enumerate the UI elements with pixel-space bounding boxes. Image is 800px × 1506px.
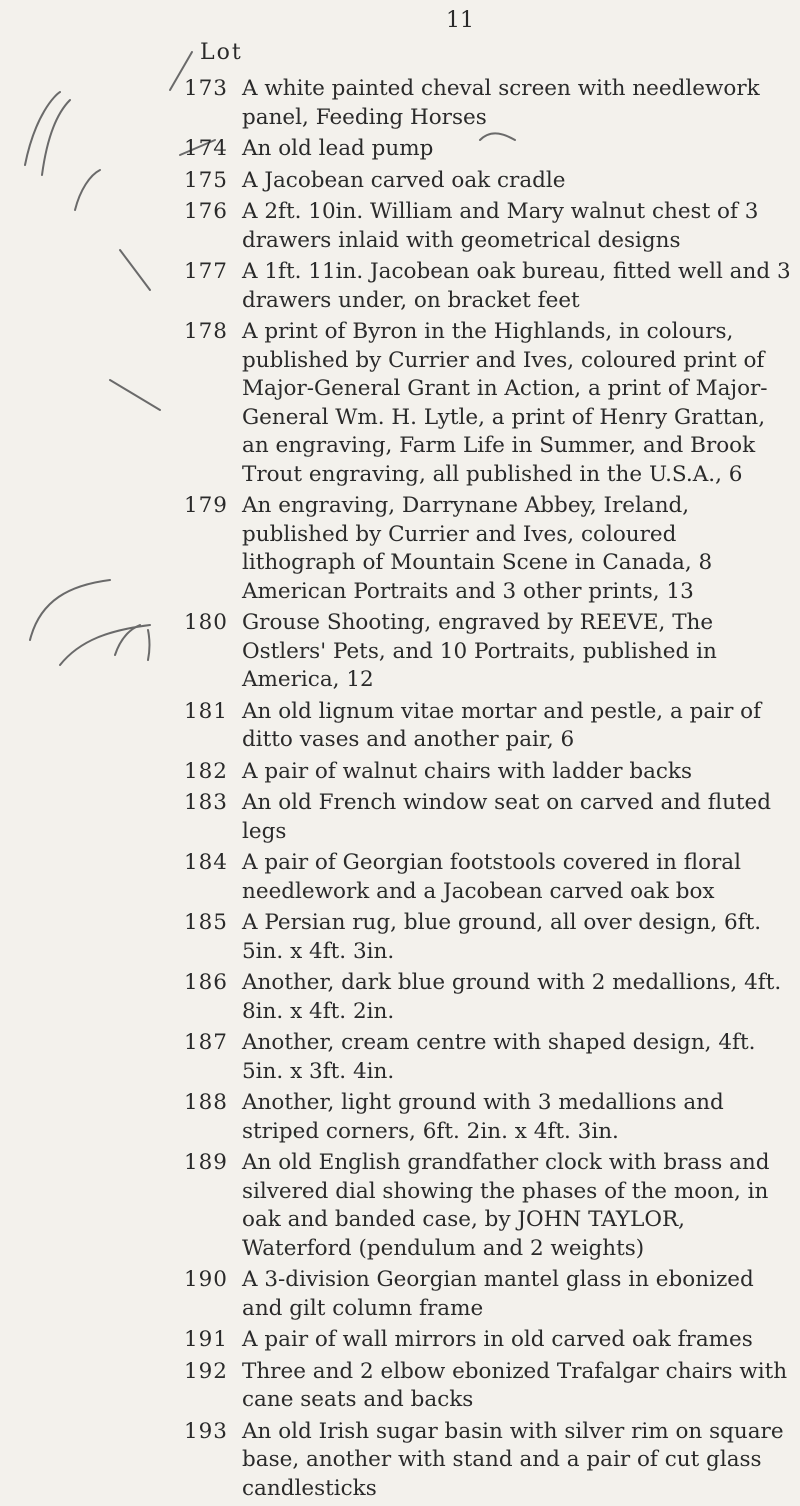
list-item bbox=[170, 1418, 795, 1504]
lot-number: 183 bbox=[183, 790, 228, 815]
lot-number: 184 bbox=[183, 850, 228, 875]
lot-number: 192 bbox=[183, 1358, 228, 1384]
lot-number: 186 bbox=[183, 970, 228, 995]
list-item bbox=[170, 1326, 795, 1355]
list-item bbox=[170, 1029, 795, 1086]
lot-description: A 1ft. 11in. Jacobean oak bureau, fitted well and 3 drawers under, on bracket feet bbox=[242, 259, 791, 313]
lot-description: A pair of walnut chairs with ladder backs bbox=[242, 758, 692, 784]
list-item bbox=[170, 198, 795, 255]
lot-number: 175 bbox=[183, 167, 228, 193]
lot-number: 177 bbox=[183, 259, 228, 284]
lot-number: 181 bbox=[183, 698, 228, 724]
page-number: 11 bbox=[446, 8, 474, 33]
list-item bbox=[170, 258, 795, 315]
lot-number: 185 bbox=[183, 910, 228, 935]
lot-description: A pair of wall mirrors in old carved oak frames bbox=[242, 1327, 753, 1352]
lot-description: An old English grandfather clock with brass and silvered dial showing the phases of the moon, in oak and banded case, by JOHN TAYLOR, Waterford (pendulum and 2 weights) bbox=[242, 1150, 770, 1261]
list-item bbox=[170, 1266, 795, 1323]
lot-number: 173 bbox=[183, 76, 228, 101]
list-item bbox=[170, 789, 795, 846]
lot-number: 189 bbox=[183, 1150, 228, 1175]
list-item bbox=[170, 698, 795, 755]
lot-description: A print of Byron in the Highlands, in colours, published by Currier and Ives, coloured print of Major-General Grant in Action, a print of Major-General Wm. H. Lytle, a print of Henry Grattan, an engraving, Farm Life in Summer, and Brook Trout engraving, all published in the U.S.A., 6 bbox=[242, 319, 768, 487]
lot-number: 191 bbox=[183, 1327, 228, 1352]
lot-description: A pair of Georgian footstools covered in floral needlework and a Jacobean carved oak box bbox=[242, 850, 741, 904]
lot-description: A 3-division Georgian mantel glass in ebonized and gilt column frame bbox=[242, 1267, 754, 1321]
list-item bbox=[170, 75, 795, 132]
list-item bbox=[170, 1358, 795, 1415]
list-item bbox=[170, 1149, 795, 1263]
lot-description: A 2ft. 10in. William and Mary walnut chest of 3 drawers inlaid with geometrical designs bbox=[242, 199, 759, 253]
lot-description: Another, dark blue ground with 2 medallions, 4ft. 8in. x 4ft. 2in. bbox=[242, 970, 782, 1024]
lot-column-heading: Lot bbox=[200, 40, 243, 65]
lot-description: An engraving, Darrynane Abbey, Ireland, published by Currier and Ives, coloured lithograph of Mountain Scene in Canada, 8 American Portraits and 3 other prints, 13 bbox=[242, 493, 713, 604]
lot-description: Another, cream centre with shaped design, 4ft. 5in. x 3ft. 4in. bbox=[242, 1030, 756, 1084]
lot-number: 176 bbox=[183, 199, 228, 224]
lot-number: 174 bbox=[183, 136, 228, 161]
list-item bbox=[170, 909, 795, 966]
list-item bbox=[170, 492, 795, 606]
lot-description: A Persian rug, blue ground, all over design, 6ft. 5in. x 4ft. 3in. bbox=[242, 910, 762, 964]
list-item bbox=[170, 609, 795, 695]
list-item bbox=[170, 167, 795, 196]
lot-number: 193 bbox=[183, 1418, 228, 1444]
list-item bbox=[170, 758, 795, 787]
lot-number: 188 bbox=[183, 1090, 228, 1115]
lot-number: 182 bbox=[183, 758, 228, 784]
lot-description: Grouse Shooting, engraved by REEVE, The Ostlers' Pets, and 10 Portraits, published in America, 12 bbox=[242, 610, 717, 692]
list-item bbox=[170, 969, 795, 1026]
list-item bbox=[170, 1089, 795, 1146]
lot-number: 190 bbox=[183, 1267, 228, 1292]
lot-description: An old lead pump bbox=[242, 136, 434, 161]
lot-number: 179 bbox=[183, 493, 228, 518]
lot-description: An old Irish sugar basin with silver rim on square base, another with stand and a pair of cut glass candlesticks bbox=[242, 1418, 784, 1501]
list-item bbox=[170, 849, 795, 906]
lot-list bbox=[170, 75, 795, 1506]
lot-number: 180 bbox=[183, 610, 228, 635]
lot-number: 178 bbox=[183, 319, 228, 344]
lot-description: Another, light ground with 3 medallions and striped corners, 6ft. 2in. x 4ft. 3in. bbox=[242, 1090, 724, 1144]
list-item bbox=[170, 318, 795, 489]
lot-description: An old French window seat on carved and fluted legs bbox=[242, 790, 772, 844]
lot-number: 187 bbox=[183, 1030, 228, 1055]
lot-description: A Jacobean carved oak cradle bbox=[242, 167, 566, 193]
lot-description: An old lignum vitae mortar and pestle, a pair of ditto vases and another pair, 6 bbox=[242, 698, 762, 752]
lot-description: A white painted cheval screen with needlework panel, Feeding Horses bbox=[242, 76, 760, 130]
lot-description: Three and 2 elbow ebonized Trafalgar chairs with cane seats and backs bbox=[242, 1358, 788, 1412]
list-item bbox=[170, 135, 795, 164]
